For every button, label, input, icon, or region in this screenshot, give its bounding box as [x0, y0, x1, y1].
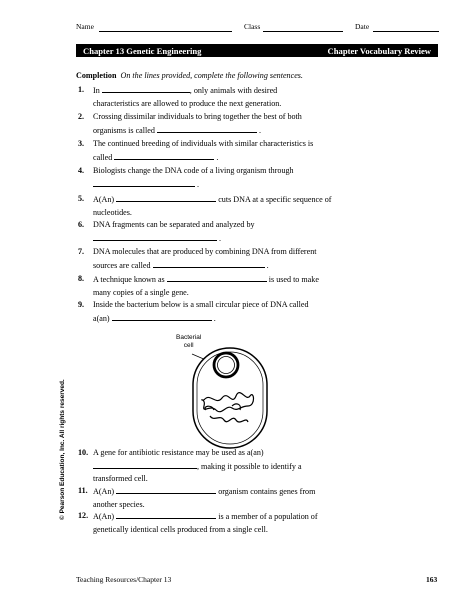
answer-blank[interactable] — [116, 485, 216, 494]
answer-blank[interactable] — [93, 460, 197, 469]
question-text: . — [258, 125, 261, 135]
question-number: 10. — [78, 448, 89, 457]
question-text: a(an) — [93, 313, 110, 323]
question-text: Biologists change the DNA code of a living organism through — [93, 166, 294, 175]
question-text: A gene for antibiotic resistance may be used as a(an) — [93, 448, 264, 457]
answer-blank[interactable] — [114, 151, 214, 160]
question-text: another species. — [93, 499, 145, 509]
class-label: Class — [244, 22, 261, 31]
question-7 — [78, 246, 438, 272]
question-text: organism contains genes from — [218, 487, 316, 496]
date-label: Date — [355, 22, 370, 31]
question-text: is used to make — [268, 275, 319, 284]
question-text: The continued breeding of individuals with similar characteristics is — [93, 139, 314, 148]
completion-label: Completion — [76, 71, 117, 80]
question-text: characteristics are allowed to produce the next generation. — [93, 98, 282, 108]
question-12 — [78, 510, 438, 536]
question-number: 2. — [78, 112, 85, 121]
bacterial-cell-diagram — [180, 340, 280, 450]
answer-blank[interactable] — [93, 232, 217, 241]
answer-blank[interactable] — [93, 178, 195, 187]
question-text: , only animals with desired — [189, 86, 278, 95]
question-text: . — [213, 313, 216, 323]
instructions — [76, 71, 303, 80]
footer-source: Teaching Resources/Chapter 13 — [76, 575, 172, 584]
answer-blank[interactable] — [112, 312, 212, 321]
question-text: is a member of a population of — [218, 512, 318, 521]
question-11 — [78, 485, 438, 511]
label-line: cell — [183, 342, 194, 349]
copyright-notice: © Pearson Education, Inc. All rights reserved. — [59, 379, 66, 520]
page-number: 163 — [426, 575, 438, 584]
name-line[interactable] — [99, 31, 232, 32]
section-title: Chapter Vocabulary Review — [327, 45, 431, 56]
answer-blank[interactable] — [157, 124, 257, 133]
chapter-title: Chapter 13 Genetic Engineering — [83, 45, 202, 56]
answer-blank[interactable] — [153, 259, 265, 268]
question-number: 5. — [78, 194, 85, 203]
question-6 — [78, 219, 438, 245]
question-3 — [78, 138, 438, 164]
question-text: nucleotides. — [93, 207, 132, 217]
question-text: many copies of a single gene. — [93, 287, 189, 297]
question-text: cuts DNA at a specific sequence of — [218, 195, 332, 204]
question-5 — [78, 193, 438, 219]
question-number: 4. — [78, 166, 85, 175]
question-text: sources are called — [93, 260, 151, 270]
answer-blank[interactable] — [116, 510, 216, 519]
question-text: A(An) — [93, 487, 115, 496]
question-4 — [78, 165, 438, 191]
question-text: . — [216, 152, 219, 162]
question-number: 9. — [78, 300, 85, 309]
instructions-text: On the lines provided, complete the following sentences. — [120, 71, 303, 80]
question-text: , making it possible to identify a — [197, 461, 302, 471]
date-line[interactable] — [373, 31, 439, 32]
question-text: . — [197, 179, 200, 189]
question-text: transformed cell. — [93, 474, 148, 483]
question-number: 12. — [78, 511, 89, 520]
name-label: Name — [76, 22, 94, 31]
question-8 — [78, 273, 438, 299]
question-number: 1. — [78, 85, 85, 94]
question-text: In — [93, 86, 100, 95]
question-text: A(An) — [93, 195, 115, 204]
question-text: A(An) — [93, 512, 115, 521]
question-1 — [78, 84, 438, 110]
class-line[interactable] — [263, 31, 343, 32]
question-number: 6. — [78, 220, 85, 229]
question-text: genetically identical cells produced from a single cell. — [93, 524, 268, 534]
question-9 — [78, 299, 438, 325]
question-number: 3. — [78, 139, 85, 148]
question-text: . — [266, 260, 269, 270]
question-text: . — [219, 233, 222, 243]
question-text: A technique known as — [93, 275, 165, 284]
question-number: 8. — [78, 274, 85, 283]
question-text: Crossing dissimilar individuals to bring together the best of both — [93, 112, 302, 121]
question-text: Inside the bacterium below is a small circular piece of DNA called — [93, 300, 309, 309]
answer-blank[interactable] — [167, 273, 267, 282]
question-text: organisms is called — [93, 125, 155, 135]
question-text: DNA molecules that are produced by combining DNA from different — [93, 247, 317, 256]
answer-blank[interactable] — [116, 193, 216, 202]
question-text: called — [93, 152, 113, 162]
question-10 — [78, 447, 438, 486]
question-number: 11. — [78, 486, 88, 495]
answer-blank[interactable] — [102, 84, 190, 93]
question-2 — [78, 111, 438, 137]
label-line: Bacterial — [176, 334, 202, 341]
chapter-banner — [76, 44, 438, 57]
question-text: DNA fragments can be separated and analyzed by — [93, 220, 255, 229]
question-number: 7. — [78, 247, 85, 256]
